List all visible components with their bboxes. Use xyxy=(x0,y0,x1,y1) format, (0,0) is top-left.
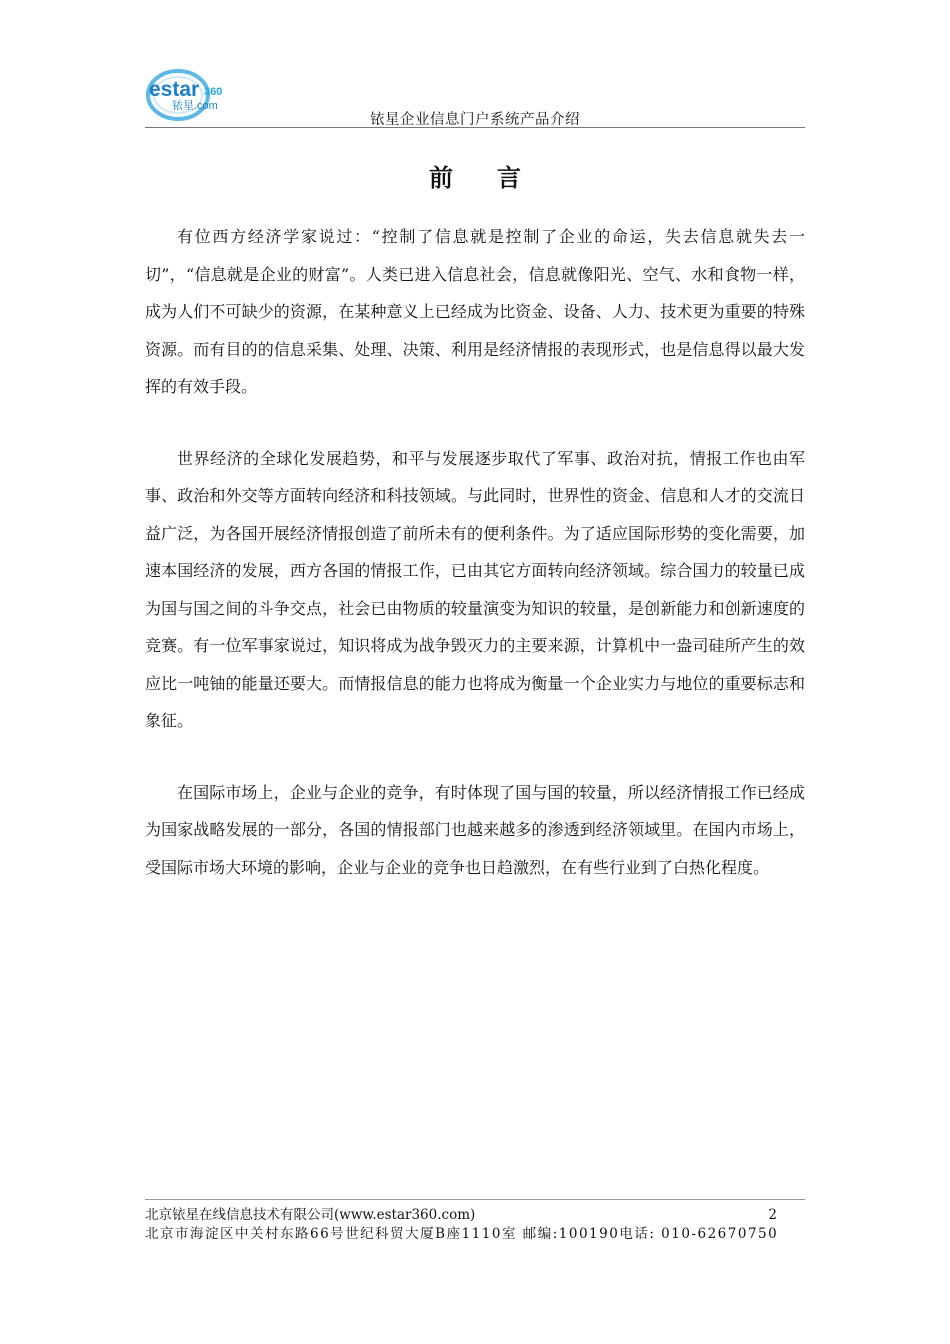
footer-address: 北京市海淀区中关村东路66号世纪科贸大厦B座1110室 邮编:100190电话: 010-62670750 xyxy=(145,1226,779,1242)
logo-main-text: estar xyxy=(149,78,200,101)
paragraph-1: 有位西方经济学家说过：“控制了信息就是控制了企业的命运，失去信息就失去一切”，“信息就是企业的财富”。人类已进入信息社会，信息就像阳光、空气、水和食物一样，成为人们不可缺少的资源，在某种意义上已经成为比资金、设备、人力、技术更为重要的特殊资源。而有目的的信息采集、处理、决策、利用是经济情报的表现形式，也是信息得以最大发挥的有效手段。 xyxy=(145,227,805,396)
page-number: 2 xyxy=(768,1207,777,1223)
paragraph-3: 在国际市场上，企业与企业的竞争，有时体现了国与国的较量，所以经济情报工作已经成为国家战略发展的一部分，各国的情报部门也越来越多的渗透到经济领域里。在国内市场上，受国际市场大环境的影响，企业与企业的竞争也日趋激烈，在有些行业到了白热化程度。 xyxy=(145,782,805,877)
header-divider xyxy=(145,127,805,128)
logo-number-text: 360 xyxy=(204,86,223,98)
page-footer xyxy=(145,1206,805,1244)
header-title: 铱星企业信息门户系统产品介绍 xyxy=(370,112,580,128)
document-body xyxy=(145,218,805,920)
page-title: 前言 xyxy=(429,163,565,192)
logo-sub-text: 铱星.com xyxy=(172,100,218,112)
footer-company: 北京铱星在线信息技术有限公司(www.estar360.com) xyxy=(145,1207,476,1223)
paragraph-2: 世界经济的全球化发展趋势，和平与发展逐步取代了军事、政治对抗，情报工作也由军事、政治和外交等方面转向经济和科技领域。与此同时，世界性的资金、信息和人才的交流日益广泛，为各国开展经济情报创造了前所未有的便利条件。为了适应国际形势的变化需要，加速本国经济的发展，西方各国的情报工作，已由其它方面转向经济领域。综合国力的较量已成为国与国之间的斗争交点，社会已由物质的较量演变为知识的较量，是创新能力和创新速度的竞赛。有一位军事家说过，知识将成为战争毁灭力的主要来源，计算机中一盎司硅所产生的效应比一吨铀的能量还要大。而情报信息的能力也将成为衡量一个企业实力与地位的重要标志和象征。 xyxy=(145,448,805,730)
footer-divider xyxy=(145,1199,805,1200)
